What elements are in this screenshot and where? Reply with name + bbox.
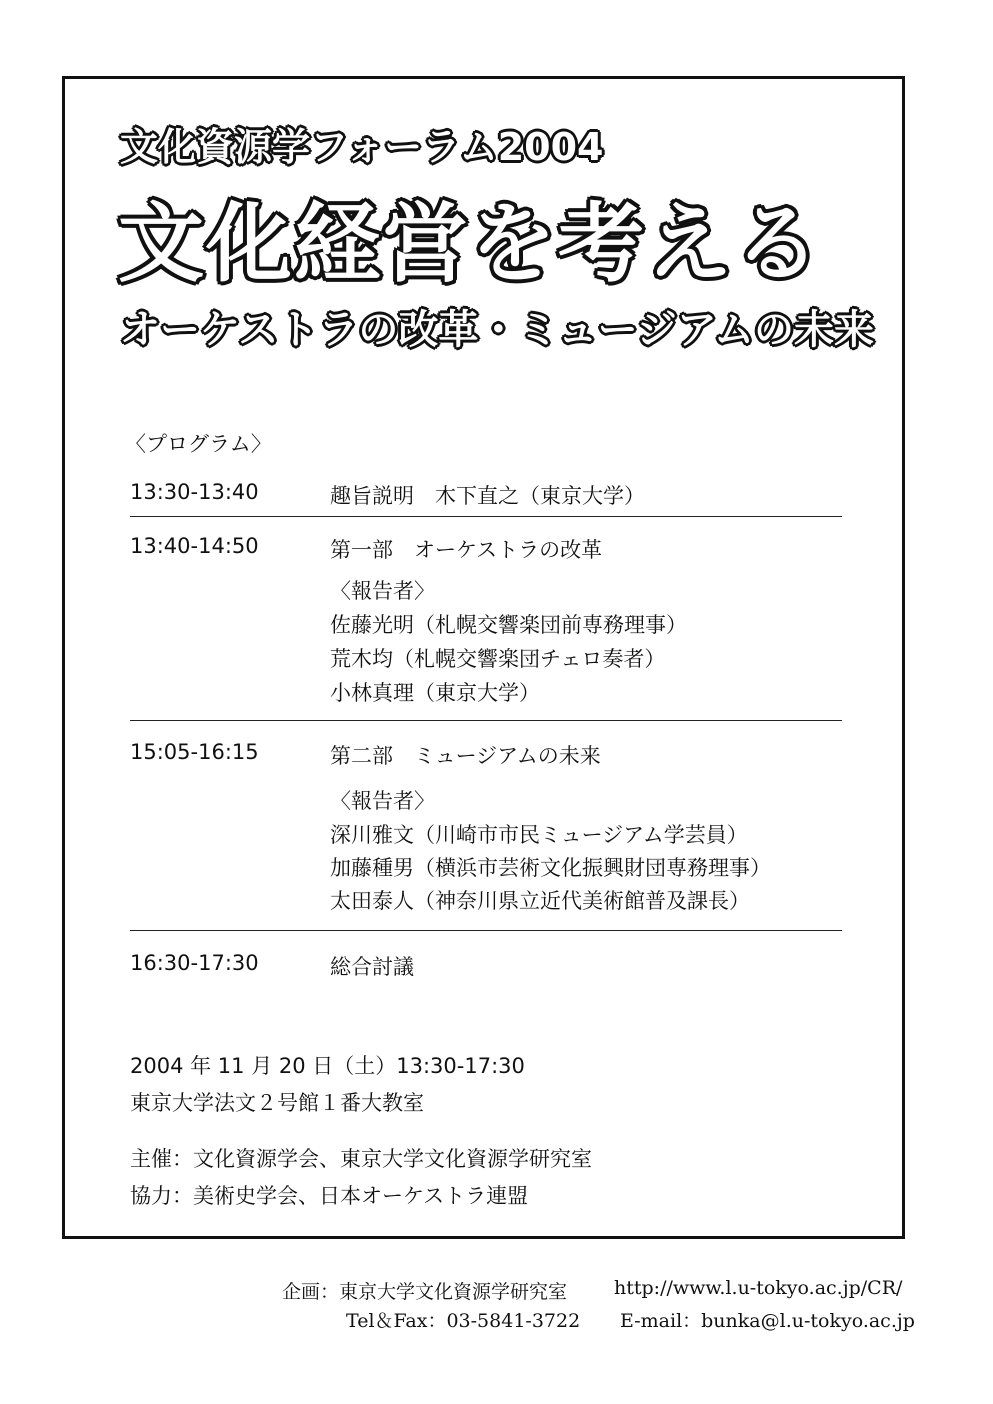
main-title: 文化経営を考える	[118, 194, 822, 294]
session-1-time: 13:30-13:40	[130, 480, 259, 504]
footer-planning: 企画：東京大学文化資源学研究室	[282, 1281, 568, 1303]
subtitle: オーケストラの改革・ミュージアムの未来	[120, 307, 874, 353]
session-3-time: 15:05-16:15	[130, 740, 259, 764]
forum-title: 文化資源学フォーラム2004	[120, 125, 604, 169]
divider-1	[130, 516, 842, 517]
event-organizer: 主催：文化資源学会、東京大学文化資源学研究室	[130, 1147, 592, 1171]
footer-telfax: Tel＆Fax：03-5841-3722	[346, 1310, 581, 1332]
program-heading: 〈プログラム〉	[125, 432, 272, 456]
session-2-time: 13:40-14:50	[130, 534, 259, 558]
session-3-title: 第二部 ミュージアムの未来	[330, 744, 601, 768]
event-datetime: 2004 年 11 月 20 日（土）13:30-17:30	[130, 1054, 525, 1078]
session-2-title: 第一部 オーケストラの改革	[330, 538, 603, 562]
session-4-title: 総合討議	[330, 955, 414, 979]
session-2-reporter-2: 荒木均（札幌交響楽団チェロ奏者）	[330, 647, 666, 671]
session-4-time: 16:30-17:30	[130, 951, 259, 975]
session-2-reporter-1: 佐藤光明（札幌交響楽団前専務理事）	[330, 613, 687, 637]
session-2-reporter-3: 小林真理（東京大学）	[330, 681, 540, 705]
session-3-reporter-1: 深川雅文（川崎市市民ミュージアム学芸員）	[330, 823, 748, 847]
divider-3	[130, 930, 842, 931]
event-cooperation: 協力：美術史学会、日本オーケストラ連盟	[130, 1184, 529, 1208]
footer-url[interactable]: http://www.l.u-tokyo.ac.jp/CR/	[614, 1277, 903, 1299]
divider-2	[130, 720, 842, 721]
event-venue: 東京大学法文２号館１番大教室	[130, 1091, 424, 1115]
session-1-line-1: 趣旨説明 木下直之（東京大学）	[330, 484, 645, 508]
session-3-reporter-3: 太田泰人（神奈川県立近代美術館普及課長）	[330, 889, 750, 913]
session-2-reporters-label: 〈報告者〉	[330, 579, 435, 603]
session-3-reporters-label: 〈報告者〉	[330, 789, 435, 813]
session-3-reporter-2: 加藤種男（横浜市芸術文化振興財団専務理事）	[330, 856, 771, 880]
footer-email[interactable]: E-mail：bunka@l.u-tokyo.ac.jp	[620, 1310, 915, 1332]
